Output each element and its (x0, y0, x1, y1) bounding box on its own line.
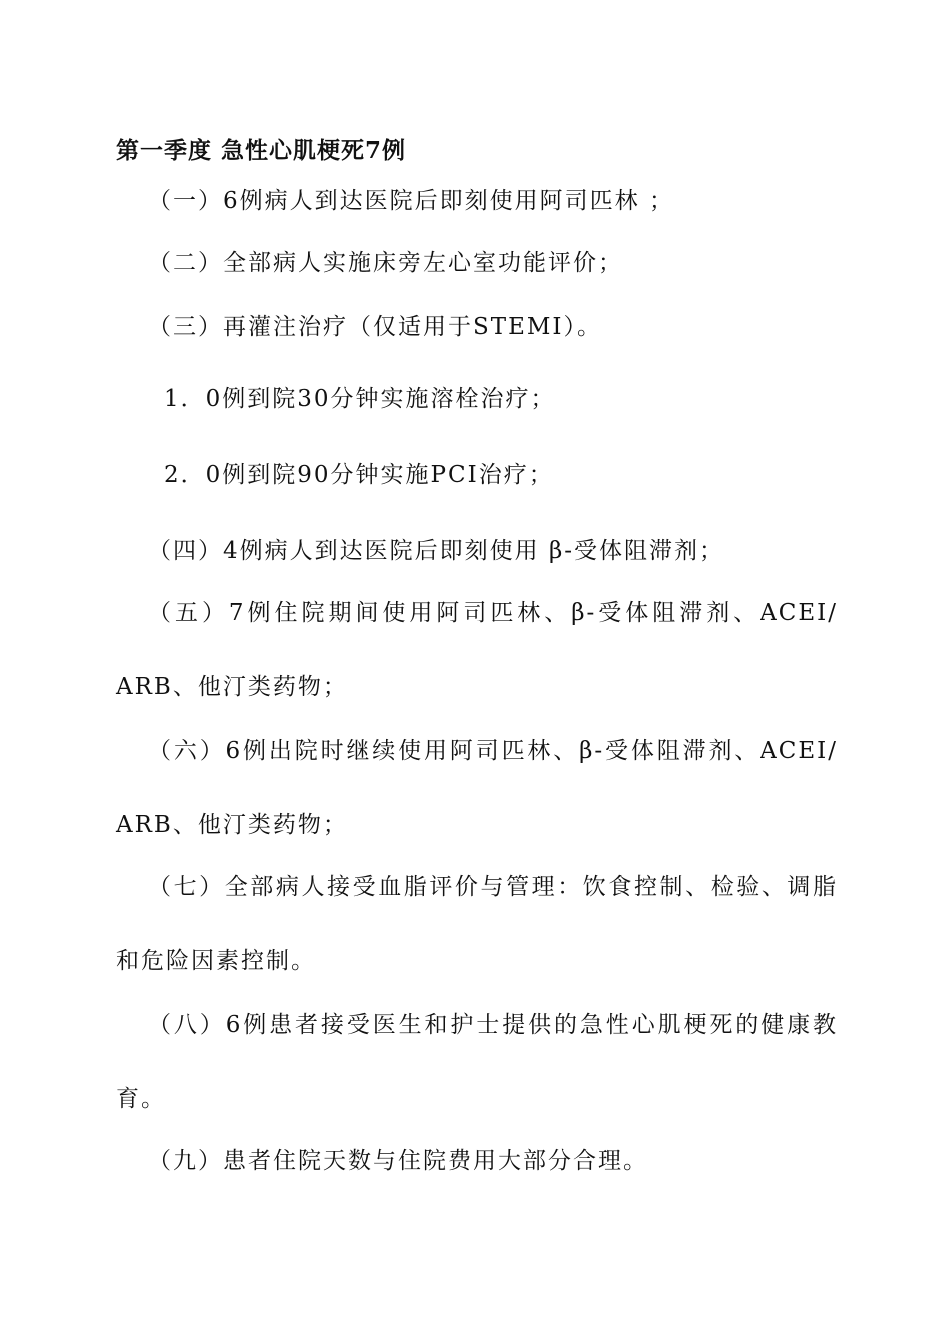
paragraph-line: （八）6例患者接受医生和护士提供的急性心肌梗死的健康教 (148, 1012, 838, 1038)
paragraph-line: 育。 (116, 1086, 166, 1112)
paragraph-line: 1．0例到院30分钟实施溶栓治疗； (164, 386, 556, 412)
paragraph-line: ARB、他汀类药物； (116, 812, 348, 838)
paragraph-line: （九）患者住院天数与住院费用大部分合理。 (148, 1148, 648, 1174)
paragraph-line: 和危险因素控制。 (116, 948, 316, 974)
paragraph-line: （七）全部病人接受血脂评价与管理：饮食控制、检验、调脂 (148, 874, 838, 900)
paragraph-line: （六）6例出院时继续使用阿司匹林、β-受体阻滞剂、ACEI/ (148, 738, 838, 764)
paragraph-line: ARB、他汀类药物； (116, 674, 348, 700)
document-title: 第一季度 急性心肌梗死7例 (116, 137, 407, 164)
paragraph-line: （二）全部病人实施床旁左心室功能评价； (148, 250, 623, 276)
paragraph-line: （三）再灌注治疗（仅适用于STEMI）。 (148, 314, 603, 340)
paragraph-line: （四）4例病人到达医院后即刻使用 β-受体阻滞剂； (148, 538, 725, 564)
paragraph-line: （五）7例住院期间使用阿司匹林、β-受体阻滞剂、ACEI/ (148, 600, 838, 626)
paragraph-line: （一）6例病人到达医院后即刻使用阿司匹林 ； (148, 188, 674, 214)
paragraph-line: 2．0例到院90分钟实施PCI治疗； (164, 462, 554, 488)
